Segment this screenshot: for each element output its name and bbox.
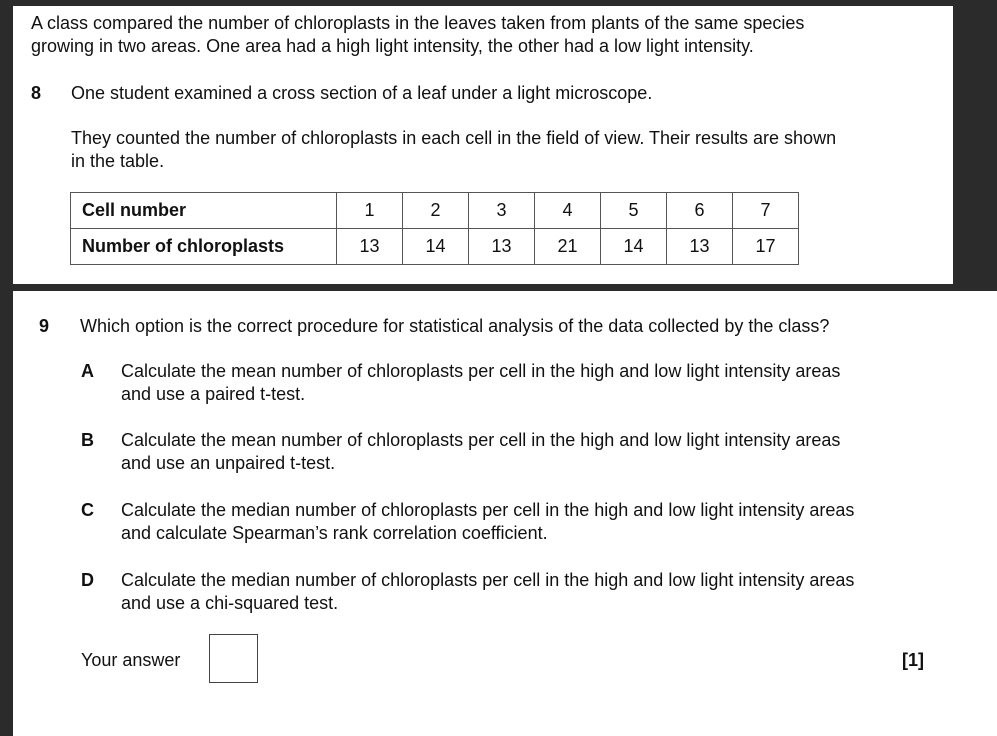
option-d-text: [121, 569, 854, 615]
question-8-description: [71, 127, 836, 173]
question-9-panel: [13, 291, 997, 736]
option-line: and use a paired t-test.: [121, 384, 306, 404]
question-8-number: 8: [31, 83, 42, 103]
question-8-panel: [13, 6, 953, 284]
option-line: Calculate the mean number of chloroplasts per cell in the high and low light intensity areas: [121, 361, 841, 381]
option-a-text: [121, 360, 840, 406]
chloroplast-table: [70, 192, 799, 265]
table-cell: 13: [667, 229, 733, 265]
option-line: Calculate the median number of chloroplasts per cell in the high and low light intensity areas: [121, 570, 855, 590]
table-cell: 17: [733, 229, 799, 265]
description-line: in the table.: [71, 151, 165, 171]
row-header-chloroplasts: Number of chloroplasts: [71, 229, 337, 265]
marks-indicator: [1]: [902, 650, 924, 670]
intro-line: A class compared the number of chloroplasts in the leaves taken from plants of the same species: [31, 13, 805, 33]
option-line: and use a chi-squared test.: [121, 593, 339, 613]
table-cell: 6: [667, 193, 733, 229]
table-cell: 7: [733, 193, 799, 229]
question-9-text: Which option is the correct procedure for statistical analysis of the data collected by the class?: [80, 316, 830, 336]
table-cell: 13: [469, 229, 535, 265]
intro-paragraph: [31, 12, 804, 58]
question-9-number: 9: [39, 316, 50, 336]
option-c-letter: C: [81, 500, 94, 520]
answer-input-box[interactable]: [209, 634, 258, 683]
row-header-cell-number: Cell number: [71, 193, 337, 229]
table-cell: 4: [535, 193, 601, 229]
table-cell: 13: [337, 229, 403, 265]
table-row-cell-number: [71, 193, 799, 229]
table-cell: 3: [469, 193, 535, 229]
answer-label: Your answer: [81, 650, 181, 670]
table-cell: 2: [403, 193, 469, 229]
option-line: and calculate Spearman’s rank correlation coefficient.: [121, 523, 548, 543]
option-line: Calculate the median number of chloroplasts per cell in the high and low light intensity areas: [121, 500, 855, 520]
option-a-letter: A: [81, 361, 94, 381]
option-b-letter: B: [81, 430, 94, 450]
table-cell: 5: [601, 193, 667, 229]
option-c-text: [121, 499, 854, 545]
question-8-text: One student examined a cross section of a leaf under a light microscope.: [71, 83, 653, 103]
table-row-chloroplasts: [71, 229, 799, 265]
table-cell: 14: [403, 229, 469, 265]
intro-line: growing in two areas. One area had a high light intensity, the other had a low light intensity.: [31, 36, 754, 56]
option-b-text: [121, 429, 840, 475]
description-line: They counted the number of chloroplasts in each cell in the field of view. Their results are shown: [71, 128, 837, 148]
table-cell: 1: [337, 193, 403, 229]
option-line: Calculate the mean number of chloroplasts per cell in the high and low light intensity areas: [121, 430, 841, 450]
option-d-letter: D: [81, 570, 94, 590]
table-cell: 21: [535, 229, 601, 265]
table-cell: 14: [601, 229, 667, 265]
option-line: and use an unpaired t-test.: [121, 453, 336, 473]
